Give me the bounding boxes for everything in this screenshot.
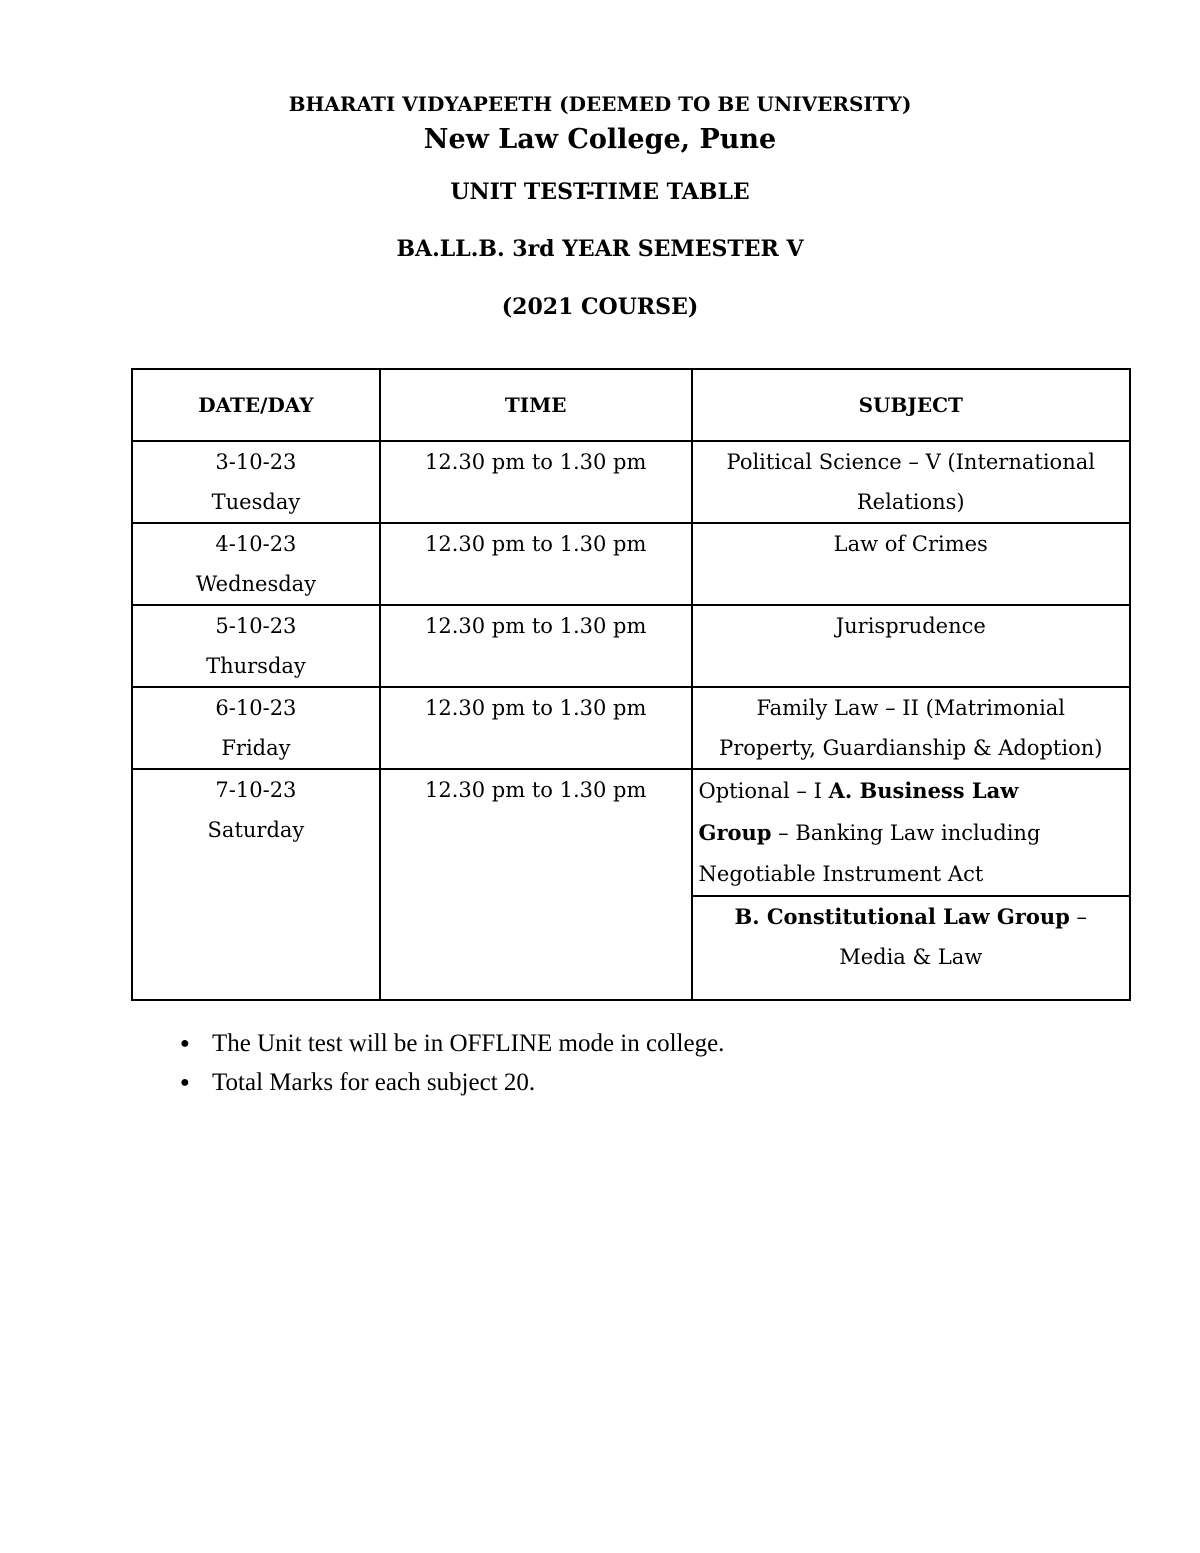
time-cell: 12.30 pm to 1.30 pm [380, 605, 692, 687]
header-subject: SUBJECT [692, 369, 1130, 441]
time-cell: 12.30 pm to 1.30 pm [380, 769, 692, 1000]
date-cell: 6-10-23 Friday [132, 687, 380, 769]
time-cell: 12.30 pm to 1.30 pm [380, 687, 692, 769]
table-header-row [132, 369, 1130, 441]
date-cell: 3-10-23 Tuesday [132, 441, 380, 523]
subject-cell: Political Science – V (International Relations) [692, 441, 1130, 523]
table-row [132, 769, 1130, 896]
subject-cell: Jurisprudence [692, 605, 1130, 687]
list-item: ● Total Marks for each subject 20. [180, 1064, 724, 1103]
table-row [132, 441, 1130, 523]
subject-cell: Family Law – II (Matrimonial Property, Guardianship & Adoption) [692, 687, 1130, 769]
timetable [131, 368, 1131, 1001]
date-cell: 7-10-23 Saturday [132, 769, 380, 1000]
course-name: BA.LL.B. 3rd YEAR SEMESTER V [396, 236, 804, 262]
bullet-icon: ● [180, 1034, 190, 1052]
table-row [132, 605, 1130, 687]
list-item: ● The Unit test will be in OFFLINE mode in college. [180, 1025, 724, 1064]
university-name: BHARATI VIDYAPEETH (DEEMED TO BE UNIVERSITY) [288, 92, 912, 116]
header-date-day: DATE/DAY [132, 369, 380, 441]
notes-list [180, 1025, 724, 1103]
bullet-icon: ● [180, 1073, 190, 1091]
table-row [132, 523, 1130, 605]
document-title: UNIT TEST-TIME TABLE [450, 179, 750, 205]
header-time: TIME [380, 369, 692, 441]
optional-group-b-cell: B. Constitutional Law Group – Media & Law [692, 896, 1130, 1000]
optional-group-a-cell: Optional – I A. Business Law Group – Banking Law including Negotiable Instrument Act [692, 769, 1130, 896]
time-cell: 12.30 pm to 1.30 pm [380, 441, 692, 523]
course-year: (2021 COURSE) [501, 294, 699, 320]
time-cell: 12.30 pm to 1.30 pm [380, 523, 692, 605]
subject-cell: Law of Crimes [692, 523, 1130, 605]
college-name: New Law College, Pune [423, 124, 777, 155]
date-cell: 4-10-23 Wednesday [132, 523, 380, 605]
table-row [132, 687, 1130, 769]
date-cell: 5-10-23 Thursday [132, 605, 380, 687]
